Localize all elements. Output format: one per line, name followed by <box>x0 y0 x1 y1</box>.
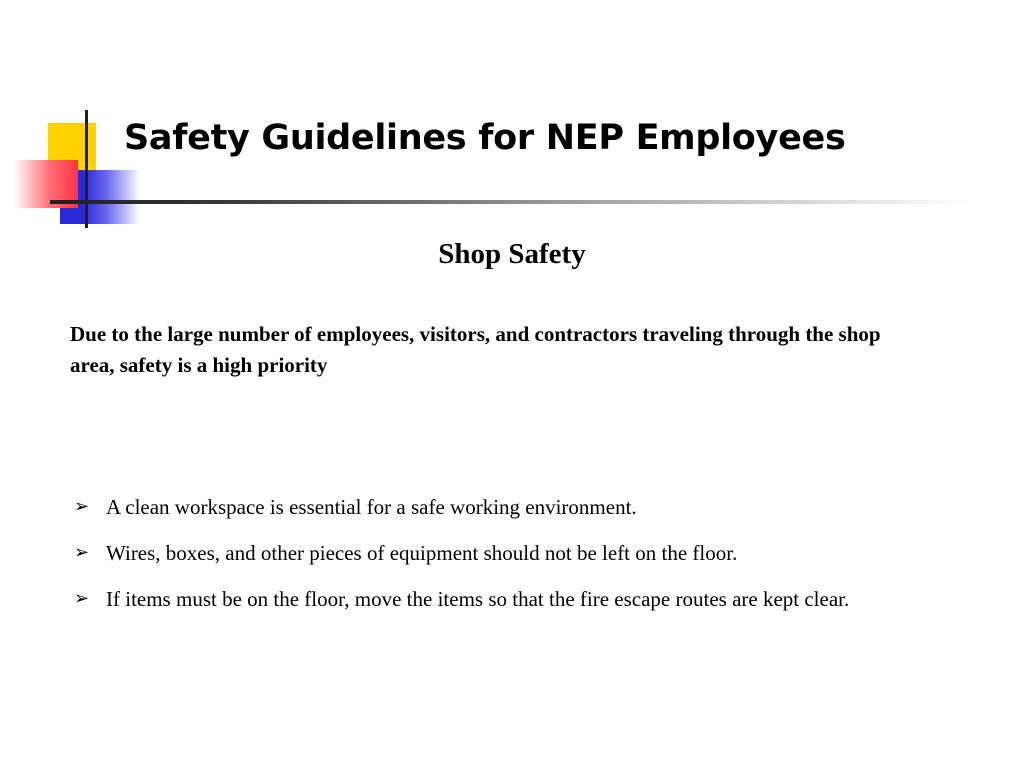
title-underline <box>50 200 970 204</box>
logo-vertical-line <box>85 110 88 228</box>
arrow-bullet-icon: ➢ <box>74 542 90 563</box>
slide-title: Safety Guidelines for NEP Employees <box>124 118 846 158</box>
bullet-list <box>74 484 974 622</box>
arrow-bullet-icon: ➢ <box>74 496 90 517</box>
section-heading: Shop Safety <box>438 238 586 270</box>
bullet-item <box>74 576 974 622</box>
bullet-text: If items must be on the floor, move the items so that the fire escape routes are kept clear. <box>106 587 850 611</box>
bullet-item <box>74 484 974 530</box>
bullet-text: A clean workspace is essential for a safe working environment. <box>106 495 637 519</box>
intro-paragraph: Due to the large number of employees, visitors, and contractors traveling through the shop area, safety is a high priority <box>70 322 881 377</box>
bullet-text: Wires, boxes, and other pieces of equipment should not be left on the floor. <box>106 541 738 565</box>
bullet-item <box>74 530 974 576</box>
arrow-bullet-icon: ➢ <box>74 588 90 609</box>
